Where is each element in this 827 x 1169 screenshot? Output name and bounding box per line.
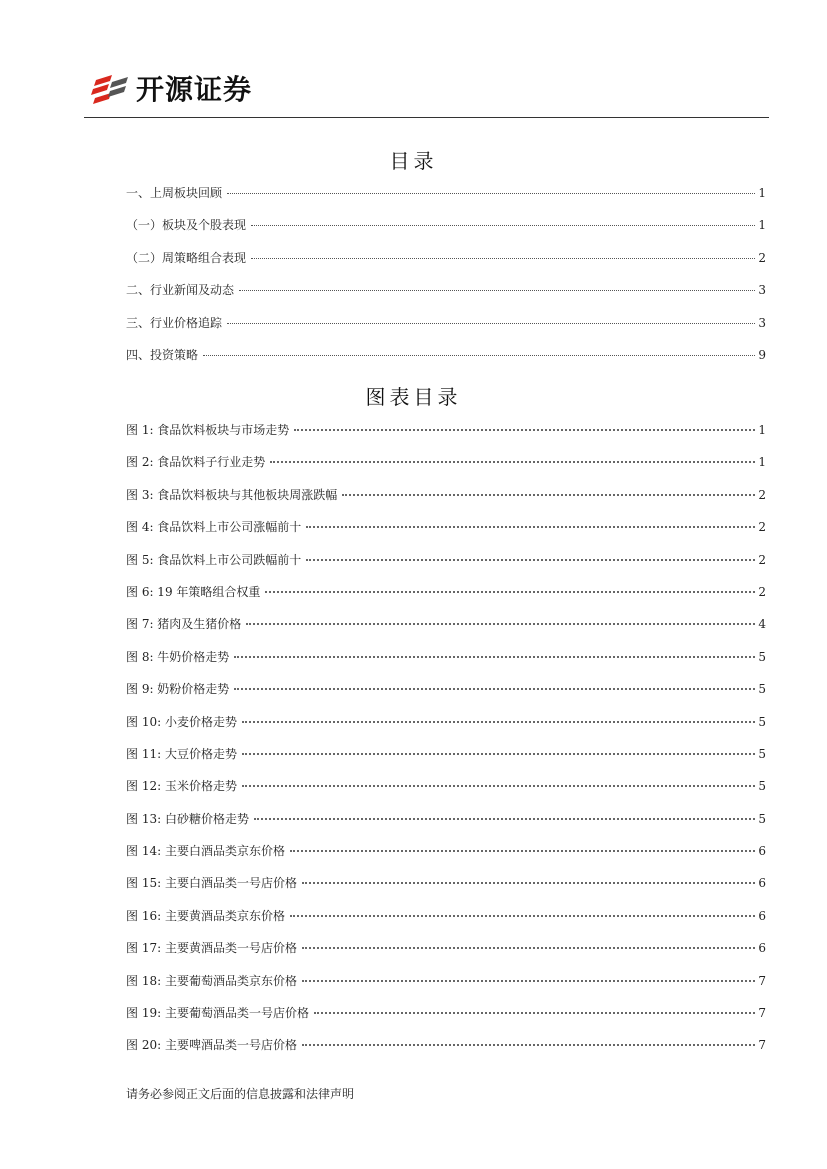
figure-entry-label: 图 14: 主要白酒品类京东价格 — [126, 844, 285, 859]
toc-entry[interactable] — [126, 314, 766, 346]
figure-entry-label: 图 8: 牛奶价格走势 — [126, 649, 230, 664]
figure-entry-label: 图 11: 大豆价格走势 — [126, 746, 237, 761]
leader-dots — [203, 355, 755, 356]
toc-entry-page: 9 — [758, 347, 766, 362]
leader-dots — [302, 947, 755, 949]
page-header — [90, 68, 690, 112]
figure-entry[interactable] — [126, 713, 766, 745]
figure-entry[interactable] — [126, 648, 766, 680]
brand-name: 开源证券 — [136, 73, 253, 106]
figure-entry[interactable] — [126, 453, 766, 485]
figure-entry[interactable] — [126, 421, 766, 453]
leader-dots — [234, 688, 755, 690]
leader-dots — [227, 193, 755, 194]
toc-entry-label: （一）板块及个股表现 — [126, 218, 247, 233]
toc-entry[interactable] — [126, 346, 766, 378]
figure-entry-label: 图 20: 主要啤酒品类一号店价格 — [126, 1038, 297, 1053]
leader-dots — [290, 915, 755, 917]
figure-entry-page: 5 — [758, 811, 766, 826]
toc-entry-page: 1 — [758, 186, 766, 200]
toc-entry-label: 四、投资策略 — [126, 347, 199, 362]
figure-entry-label: 图 9: 奶粉价格走势 — [126, 682, 230, 697]
figure-entry-label: 图 6: 19 年策略组合权重 — [126, 584, 261, 599]
figure-entry[interactable] — [126, 777, 766, 809]
leader-dots — [251, 225, 755, 226]
figure-toc-title: 图表目录 — [365, 385, 462, 409]
figure-entry-page: 1 — [758, 423, 766, 437]
figure-entry-page: 5 — [758, 714, 766, 729]
leader-dots — [302, 882, 755, 884]
figure-entry[interactable] — [126, 939, 766, 971]
toc-entry-label: 一、上周板块回顾 — [126, 186, 223, 200]
figure-entry-page: 7 — [758, 1038, 766, 1053]
toc-entry[interactable] — [126, 184, 766, 216]
leader-dots — [302, 1044, 755, 1046]
leader-dots — [251, 258, 755, 259]
figure-entry-page: 6 — [758, 908, 766, 923]
figure-entry[interactable] — [126, 486, 766, 518]
figure-entry-page: 2 — [758, 487, 766, 502]
toc-entry-label: （二）周策略组合表现 — [126, 250, 247, 265]
figure-entry-label: 图 15: 主要白酒品类一号店价格 — [126, 876, 297, 891]
header-divider — [84, 117, 769, 118]
figure-entry-page: 2 — [758, 552, 766, 567]
figure-entry-label: 图 1: 食品饮料板块与市场走势 — [126, 423, 290, 437]
figure-entry[interactable] — [126, 810, 766, 842]
figure-entry-page: 5 — [758, 779, 766, 794]
leader-dots — [242, 785, 755, 787]
figure-entry-label: 图 16: 主要黄酒品类京东价格 — [126, 908, 285, 923]
figure-entry-label: 图 7: 猪肉及生猪价格 — [126, 617, 242, 632]
figure-entry-page: 5 — [758, 682, 766, 697]
figure-entry-label: 图 13: 白砂糖价格走势 — [126, 811, 249, 826]
figure-entry[interactable] — [126, 745, 766, 777]
figure-entry[interactable] — [126, 615, 766, 647]
brand-logo-icon — [90, 72, 130, 108]
figure-toc-list — [126, 421, 766, 1069]
toc-entry[interactable] — [126, 281, 766, 313]
toc-entry-page: 1 — [758, 218, 766, 233]
figure-entry-page: 2 — [758, 520, 766, 535]
leader-dots — [254, 818, 755, 820]
figure-entry[interactable] — [126, 874, 766, 906]
figure-entry-label: 图 18: 主要葡萄酒品类京东价格 — [126, 973, 297, 988]
leader-dots — [242, 753, 755, 755]
toc-entry[interactable] — [126, 216, 766, 248]
figure-entry-label: 图 5: 食品饮料上市公司跌幅前十 — [126, 552, 302, 567]
figure-entry-page: 5 — [758, 746, 766, 761]
figure-entry-label: 图 10: 小麦价格走势 — [126, 714, 237, 729]
figure-entry[interactable] — [126, 518, 766, 550]
leader-dots — [306, 526, 755, 528]
figure-entry-page: 7 — [758, 973, 766, 988]
leader-dots — [306, 559, 755, 561]
toc-title: 目录 — [389, 149, 438, 173]
leader-dots — [265, 591, 755, 593]
toc-entry-label: 二、行业新闻及动态 — [126, 283, 235, 298]
figure-entry-label: 图 19: 主要葡萄酒品类一号店价格 — [126, 1006, 309, 1021]
toc-list — [126, 184, 766, 378]
figure-entry[interactable] — [126, 972, 766, 1004]
figure-entry[interactable] — [126, 842, 766, 874]
leader-dots — [302, 980, 755, 982]
figure-entry[interactable] — [126, 680, 766, 712]
figure-entry-page: 2 — [758, 584, 766, 599]
leader-dots — [227, 323, 755, 324]
figure-entry-label: 图 4: 食品饮料上市公司涨幅前十 — [126, 520, 302, 535]
leader-dots — [239, 290, 755, 291]
figure-entry-label: 图 3: 食品饮料板块与其他板块周涨跌幅 — [126, 487, 338, 502]
toc-entry-page: 3 — [758, 283, 766, 298]
leader-dots — [270, 461, 755, 463]
leader-dots — [246, 623, 755, 625]
toc-entry-label: 三、行业价格追踪 — [126, 315, 223, 330]
toc-entry[interactable] — [126, 249, 766, 281]
leader-dots — [242, 721, 755, 723]
figure-entry-page: 7 — [758, 1006, 766, 1021]
leader-dots — [342, 494, 755, 496]
toc-entry-page: 3 — [758, 315, 766, 330]
figure-entry-page: 5 — [758, 649, 766, 664]
leader-dots — [314, 1012, 755, 1014]
figure-entry-page: 1 — [758, 455, 766, 470]
figure-entry-page: 6 — [758, 941, 766, 956]
figure-entry[interactable] — [126, 1036, 766, 1068]
figure-entry[interactable] — [126, 1004, 766, 1036]
figure-entry[interactable] — [126, 907, 766, 939]
legal-disclaimer: 请务必参阅正文后面的信息披露和法律声明 — [126, 1087, 355, 1101]
leader-dots — [234, 656, 755, 658]
figure-entry-page: 4 — [758, 617, 766, 632]
figure-entry[interactable] — [126, 551, 766, 583]
figure-entry-page: 6 — [758, 844, 766, 859]
figure-entry[interactable] — [126, 583, 766, 615]
leader-dots — [294, 429, 755, 431]
toc-entry-page: 2 — [758, 250, 766, 265]
figure-entry-label: 图 12: 玉米价格走势 — [126, 779, 237, 794]
leader-dots — [290, 850, 755, 852]
figure-entry-label: 图 17: 主要黄酒品类一号店价格 — [126, 941, 297, 956]
figure-entry-page: 6 — [758, 876, 766, 891]
figure-entry-label: 图 2: 食品饮料子行业走势 — [126, 455, 266, 470]
